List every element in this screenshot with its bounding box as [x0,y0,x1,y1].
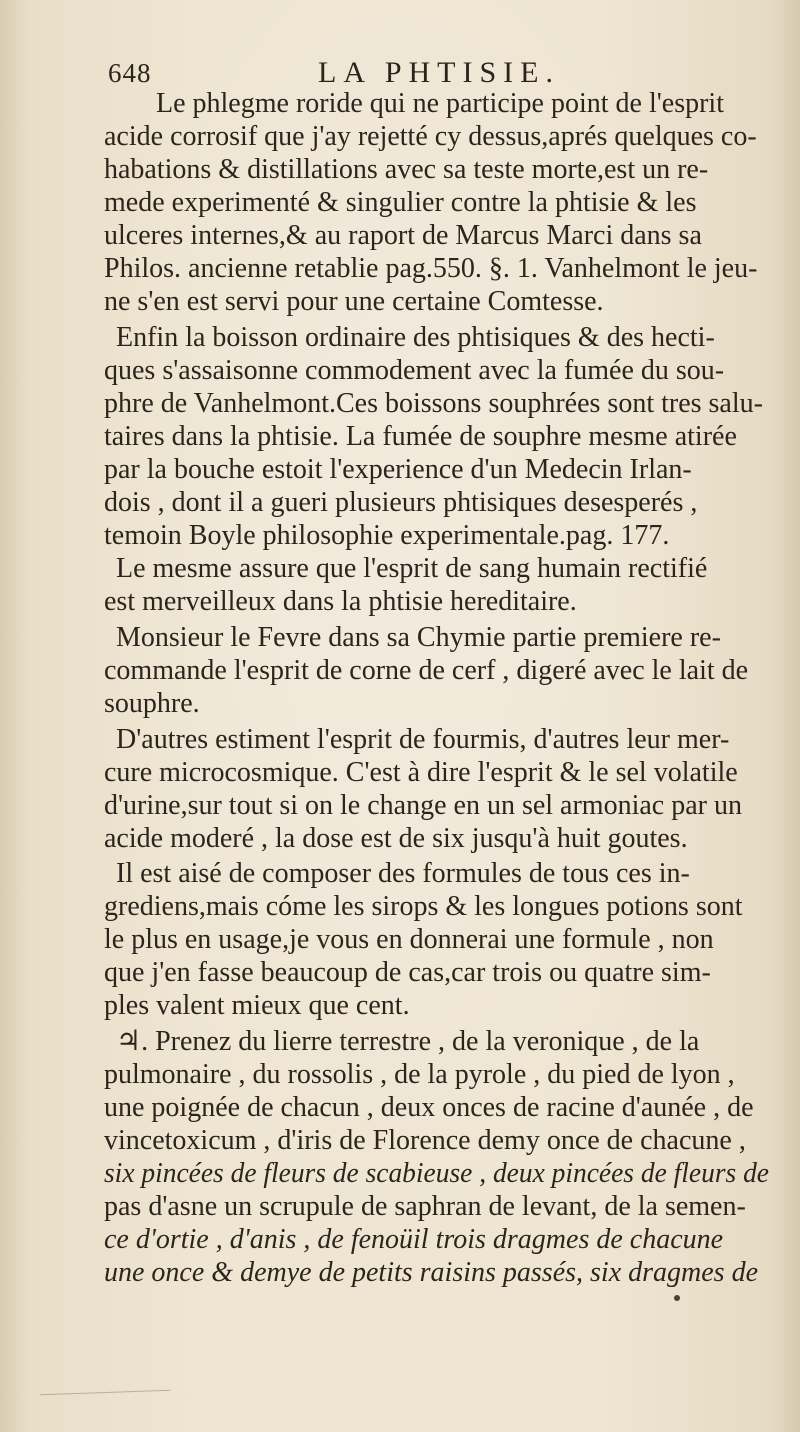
text-line: acide moderé , la dose est de six jusqu'à huit goutes. [104,823,688,854]
text-line: taires dans la phtisie. La fumée de souphre mesme atirée [104,421,737,452]
text-line: Le mesme assure que l'esprit de sang humain rectifié [116,553,708,584]
text-line: ulceres internes,& au raport de Marcus Marci dans sa [104,220,702,251]
text-line: Le phlegme roride qui ne participe point de l'esprit [156,88,724,119]
paper-mark [40,1370,171,1396]
text-line: mede experimenté & singulier contre la phtisie & les [104,187,697,218]
text-line: est merveilleux dans la phtisie hereditaire. [104,586,577,617]
ink-speck [674,1295,680,1301]
running-head [98,52,758,92]
text-line: une once & demye de petits raisins passés, six dragmes de [104,1257,758,1288]
text-line: cure microcosmique. C'est à dire l'esprit & le sel volatile [104,757,738,788]
text-line: ples valent mieux que cent. [104,990,410,1021]
text-line: souphre. [104,688,200,719]
text-line: que j'en fasse beaucoup de cas,car trois ou quatre sim- [104,957,711,988]
text-line: six pincées de fleurs de scabieuse , deux pincées de fleurs de [104,1158,769,1189]
text-line: par la bouche estoit l'experience d'un Medecin Irlan- [104,454,692,485]
text-line: ne s'en est servi pour une certaine Comtesse. [104,286,604,317]
text-line: grediens,mais cóme les sirops & les longues potions sont [104,891,743,922]
text-line: le plus en usage,je vous en donnerai une formule , non [104,924,714,955]
text-line: d'urine,sur tout si on le change en un sel armoniac par un [104,790,742,821]
text-line: dois , dont il a gueri plusieurs phtisiques desesperés , [104,487,698,518]
page-number: 648 [108,58,152,88]
running-title: LA PHTISIE. [318,56,560,89]
text-line: Il est aisé de composer des formules de tous ces in- [116,858,690,889]
text-line: temoin Boyle philosophie experimentale.pag. 177. [104,520,670,551]
text-line: habations & distillations avec sa teste morte,est un re- [104,154,709,185]
text-line: une poignée de chacun , deux onces de racine d'aunée , de [104,1092,754,1123]
text-line: ♃. Prenez du lierre terrestre , de la veronique , de la [116,1026,700,1057]
text-line: phre de Vanhelmont.Ces boissons souphrées sont tres salu- [104,388,763,419]
text-line: Enfin la boisson ordinaire des phtisiques & des hecti- [116,322,715,353]
text-line: vincetoxicum , d'iris de Florence demy once de chacune , [104,1125,746,1156]
text-line: Monsieur le Fevre dans sa Chymie partie premiere re- [116,622,721,653]
text-line: ques s'assaisonne commodement avec la fumée du sou- [104,355,725,386]
text-line: pas d'asne un scrupule de saphran de levant, de la semen- [104,1191,746,1222]
text-line: D'autres estiment l'esprit de fourmis, d'autres leur mer- [116,724,730,755]
text-line: acide corrosif que j'ay rejetté cy dessus,aprés quelques co- [104,121,757,152]
text-line: Philos. ancienne retablie pag.550. §. 1. Vanhelmont le jeu- [104,253,758,284]
text-line: pulmonaire , du rossolis , de la pyrole , du pied de lyon , [104,1059,735,1090]
text-line: ce d'ortie , d'anis , de fenoüil trois dragmes de chacune [104,1224,724,1255]
text-line: commande l'esprit de corne de cerf , digeré avec le lait de [104,655,749,686]
